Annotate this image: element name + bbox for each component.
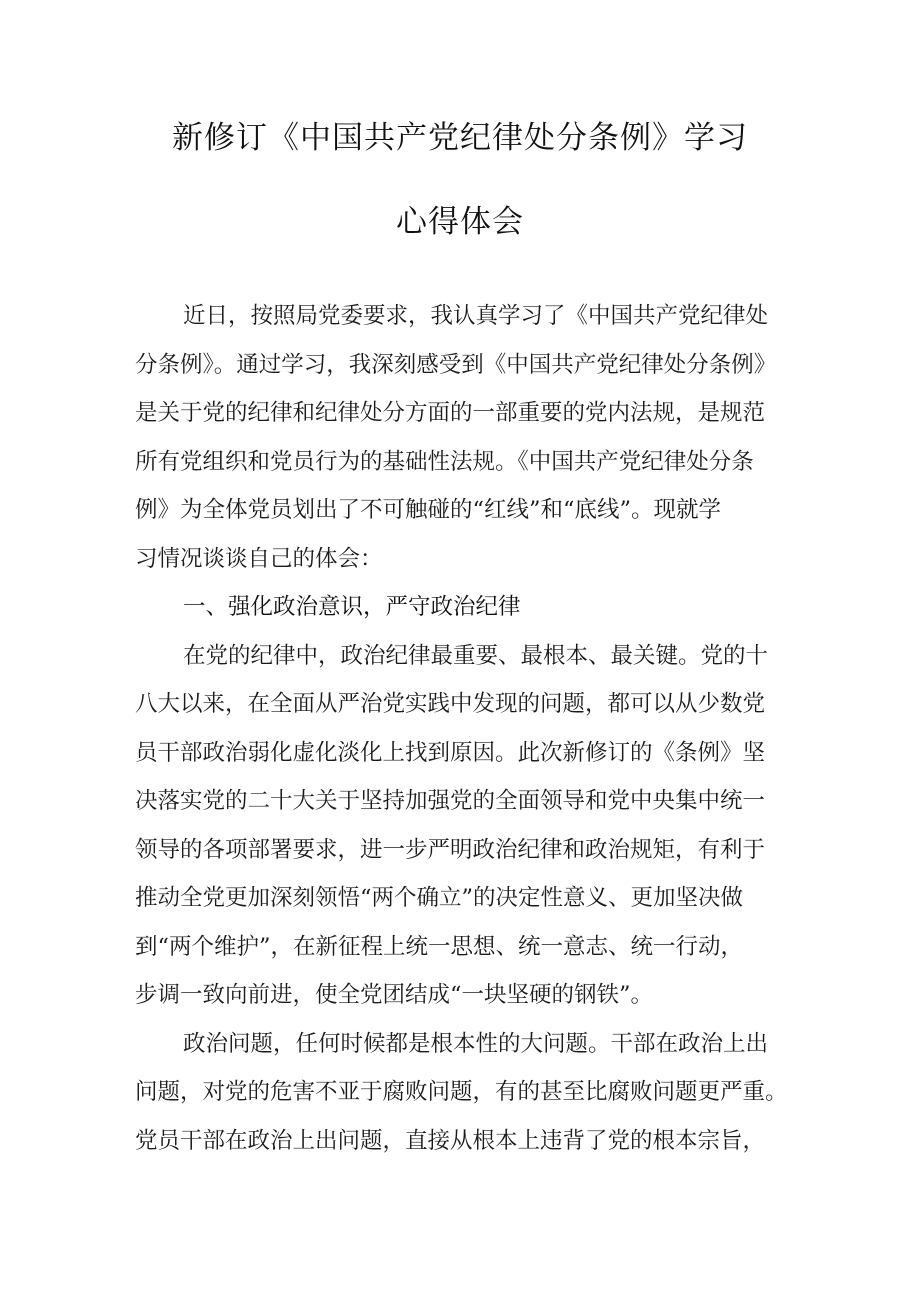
paragraph-2-line-8: 步调一致向前进，使全党团结成“一块坚硬的钢铁”。 — [135, 982, 654, 1008]
paragraph-1-line-4: 所有党组织和党员行为的基础性法规。《中国共产党纪律处分条 — [135, 448, 754, 475]
paragraph-3-line-2: 问题，对党的危害不亚于腐败问题，有的甚至比腐败问题更严重。 — [135, 1079, 788, 1105]
paragraph-1-line-1: 近日，按照局党委要求，我认真学习了《中国共产党纪律处 — [183, 303, 769, 329]
document-title-line-2: 心得体会 — [396, 204, 524, 240]
paragraph-1-line-5: 例》为全体党员划出了不可触碰的“红线”和“底线”。现就学 — [135, 497, 722, 523]
paragraph-2-line-7: 到“两个维护”，在新征程上统一思想、统一意志、统一行动， — [135, 933, 744, 960]
paragraph-1-line-2: 分条例》。通过学习，我深刻感受到《中国共产党纪律处分条例》 — [135, 351, 777, 378]
section-heading-1: 一、强化政治意识，严守政治纪律 — [183, 594, 521, 620]
paragraph-3-line-1: 政治问题，任何时候都是根本性的大问题。干部在政治上出 — [183, 1030, 769, 1057]
paragraph-2-line-4: 决落实党的二十大关于坚持加强党的全面领导和党中央集中统一 — [135, 788, 766, 814]
document-body — [135, 292, 805, 1165]
paragraph-2-line-1: 在党的纪律中，政治纪律最重要、最根本、最关键。党的十 — [183, 642, 769, 669]
paragraph-3-line-3: 党员干部在政治上出问题，直接从根本上违背了党的根本宗旨， — [135, 1127, 766, 1154]
paragraph-2-line-5: 领导的各项部署要求，进一步严明政治纪律和政治规矩，有利于 — [135, 836, 766, 863]
paragraph-2-line-6: 推动全党更加深刻领悟“两个确立”的决定性意义、更加坚决做 — [135, 885, 744, 911]
paragraph-1-line-3: 是关于党的纪律和纪律处分方面的一部重要的党内法规，是规范 — [135, 400, 766, 426]
paragraph-2-line-2: 八大以来，在全面从严治党实践中发现的问题，都可以从少数党 — [135, 691, 766, 717]
paragraph-1-line-6: 习情况谈谈自己的体会： — [135, 545, 383, 572]
paragraph-2-line-3: 员干部政治弱化虚化淡化上找到原因。此次新修订的《条例》坚 — [135, 739, 766, 766]
document-title-line-1: 新修订《中国共产党纪律处分条例》学习 — [172, 120, 748, 156]
